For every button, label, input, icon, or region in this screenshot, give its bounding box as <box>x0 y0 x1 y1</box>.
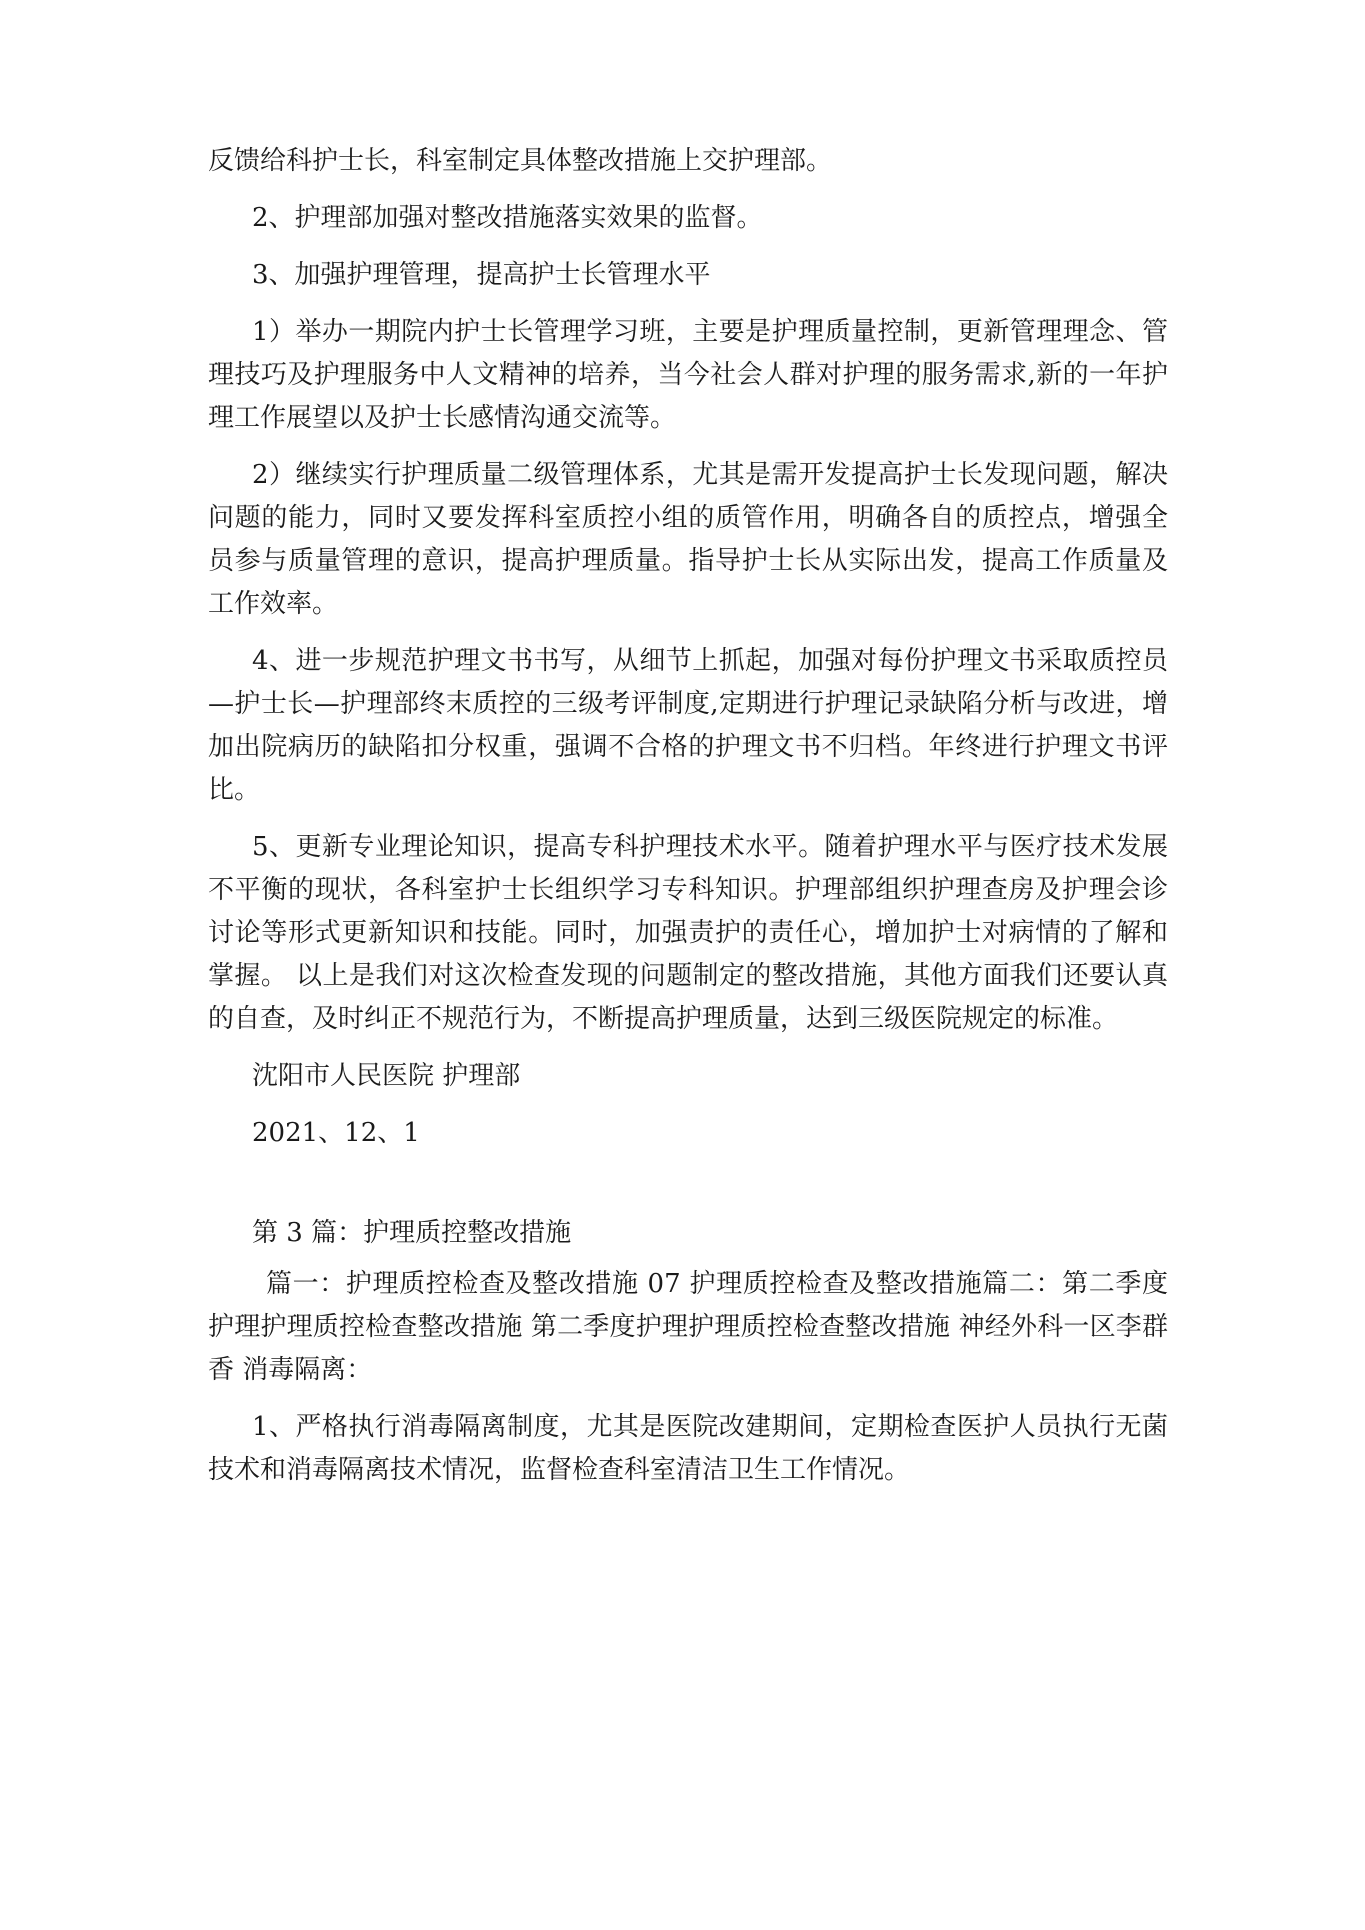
document-body <box>208 140 1168 1506</box>
paragraph-item-3: 3、加强护理管理，提高护士长管理水平 <box>252 260 711 290</box>
signature-date: 2021、12、1 <box>252 1118 420 1148</box>
paragraph-subitem-1: 1）举办一期院内护士长管理学习班，主要是护理质量控制，更新管理理念、管理技巧及护理服务中人文精神的培养，当今社会人群对护理的服务需求,新的一年护理工作展望以及护士长感情沟通交流等。 <box>208 317 1168 433</box>
section-title: 第 3 篇：护理质控整改措施 <box>252 1218 572 1248</box>
paragraph-item-5: 5、更新专业理论知识，提高专科护理技术水平。随着护理水平与医疗技术发展不平衡的现状，各科室护士长组织学习专科知识。护理部组织护理查房及护理会诊讨论等形式更新知识和技能。同时，加强责护的责任心，增加护士对病情的了解和掌握。 以上是我们对这次检查发现的问题制定的整改措施，其他方面我们还要认真的自查，及时纠正不规范行为，不断提高护理质量，达到三级医院规定的标准。 <box>208 832 1168 1034</box>
paragraph-subitem-2: 2）继续实行护理质量二级管理体系，尤其是需开发提高护士长发现问题，解决问题的能力，同时又要发挥科室质控小组的质管作用，明确各自的质控点，增强全员参与质量管理的意识，提高护理质量。指导护士长从实际出发，提高工作质量及工作效率。 <box>208 460 1168 619</box>
signature-organization: 沈阳市人民医院 护理部 <box>252 1061 521 1091</box>
paragraph-continuation: 反馈给科护士长，科室制定具体整改措施上交护理部。 <box>208 146 833 176</box>
section-item-1: 1、严格执行消毒隔离制度，尤其是医院改建期间，定期检查医护人员执行无菌技术和消毒隔离技术情况，监督检查科室清洁卫生工作情况。 <box>208 1412 1168 1485</box>
section-intro-paragraph: 篇一：护理质控检查及整改措施 07 护理质控检查及整改措施篇二：第二季度护理护理质控检查整改措施 第二季度护理护理质控检查整改措施 神经外科一区李群香 消毒隔离： <box>208 1269 1168 1385</box>
paragraph-item-2: 2、护理部加强对整改措施落实效果的监督。 <box>252 203 763 233</box>
paragraph-item-4: 4、进一步规范护理文书书写，从细节上抓起，加强对每份护理文书采取质控员—护士长—护理部终末质控的三级考评制度,定期进行护理记录缺陷分析与改进，增加出院病历的缺陷扣分权重，强调不合格的护理文书不归档。年终进行护理文书评比。 <box>208 646 1168 805</box>
section-spacer <box>208 1169 1168 1212</box>
